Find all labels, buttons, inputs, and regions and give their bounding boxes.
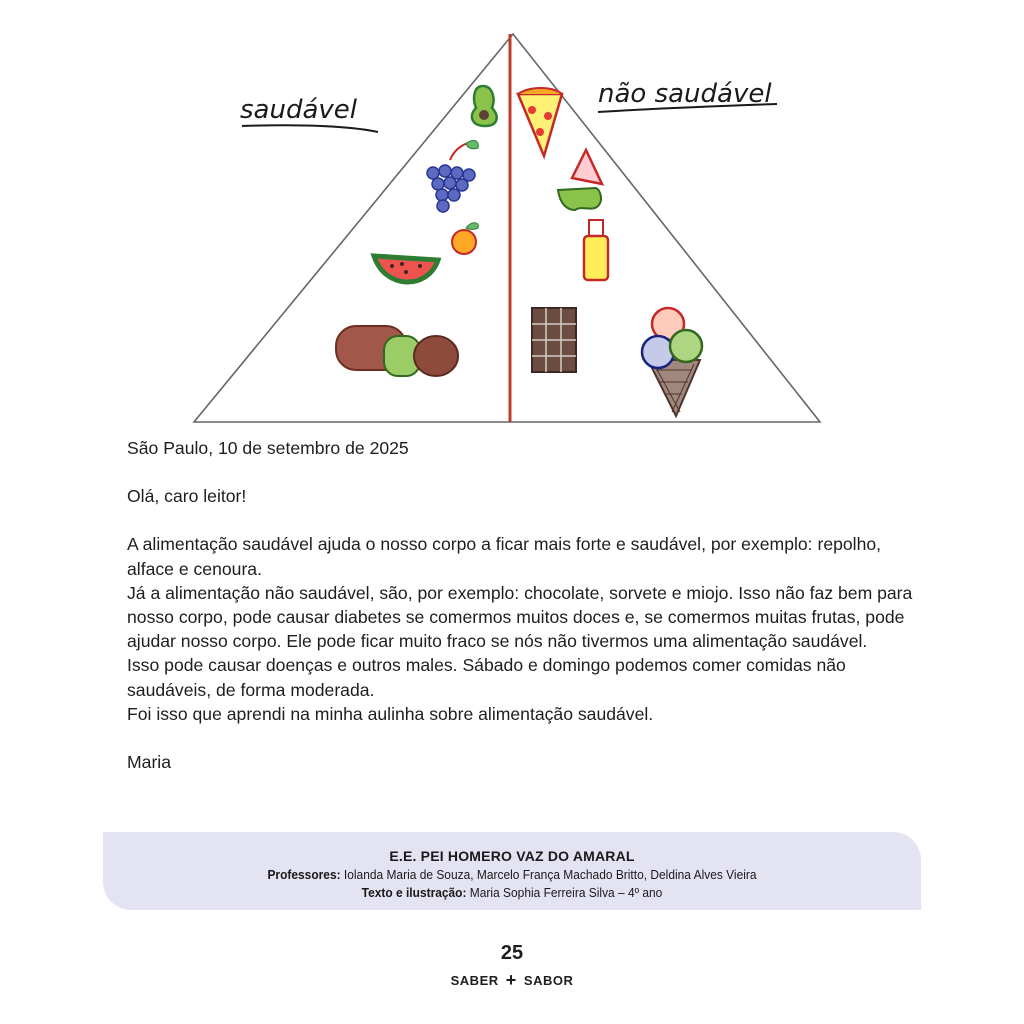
paragraph: Foi isso que aprendi na minha aulinha sobre alimentação saudável. [127, 703, 654, 724]
paragraph: Já a alimentação não saudável, são, por exemplo: chocolate, sorvete e miojo. Isso não faz bem para nosso corpo, pode causar diabetes se comermos muitos doces e, se comermos muitas frutas, pode ajudar nosso corpo. Ele pode ficar muito fraco se nós não tivermos uma alimentação saudável. [127, 582, 913, 652]
letter-text [127, 436, 917, 774]
signature: Maria [127, 752, 171, 773]
chocolate-bar-icon [532, 308, 576, 372]
label-unhealthy: não saudável [598, 79, 772, 109]
brand-left: SABER [450, 973, 499, 988]
orange-icon [452, 223, 478, 254]
bread-icon [336, 326, 458, 376]
credits-box [103, 832, 921, 910]
author-label: Texto e ilustração: [361, 885, 467, 900]
label-healthy: saudável [240, 95, 357, 125]
grapes-icon [427, 141, 478, 212]
ice-cream-cone-icon [642, 308, 702, 416]
watermelon-icon [374, 256, 438, 282]
pizza-icon [518, 88, 562, 156]
paragraph: A alimentação saudável ajuda o nosso corpo a ficar mais forte e saudável, por exemplo: repolho, alface e cenoura. [127, 534, 882, 579]
teachers-line [136, 867, 889, 882]
brand-plus: + [505, 970, 517, 990]
place-date: São Paulo, 10 de setembro de 2025 [127, 438, 409, 458]
author-name: Maria Sophia Ferreira Silva – 4º ano [469, 885, 663, 900]
teachers-names: Iolanda Maria de Souza, Marcelo França Machado Britto, Deldina Alves Vieira [343, 867, 757, 882]
avocado-icon [472, 86, 497, 126]
cake-icon [558, 150, 602, 210]
page-number: 25 [500, 942, 524, 964]
greeting: Olá, caro leitor! [127, 486, 247, 507]
brand-footer [0, 970, 1024, 991]
teachers-label: Professores: [267, 867, 341, 882]
soda-bottle-icon [584, 220, 608, 280]
food-pyramid-drawing [180, 20, 830, 430]
paragraph: Isso pode causar doenças e outros males. Sábado e domingo podemos comer comidas não saudáveis, de forma moderada. [127, 655, 846, 700]
brand-right: SABOR [523, 973, 574, 988]
author-line [136, 885, 889, 900]
school-name: E.E. PEI HOMERO VAZ DO AMARAL [389, 848, 635, 864]
